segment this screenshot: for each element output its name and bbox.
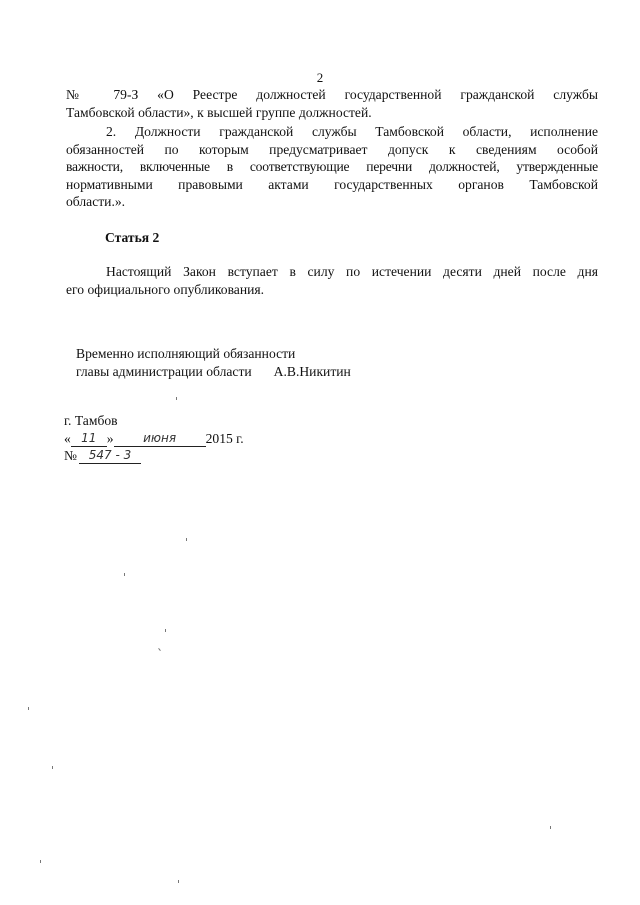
signing-date bbox=[64, 431, 244, 447]
text-line: области.». bbox=[66, 194, 126, 209]
scan-speck bbox=[124, 573, 125, 576]
text-line: 2. Должности гражданской службы Тамбовской области, исполнение bbox=[106, 124, 598, 139]
scan-speck bbox=[52, 766, 53, 769]
number-sign: № bbox=[64, 448, 77, 463]
text-line: важности, включенные в соответствующие перечни должностей, утвержденные bbox=[66, 159, 598, 174]
law-number: 547 - 3 bbox=[79, 448, 141, 464]
scan-speck bbox=[165, 629, 166, 632]
signature-block bbox=[76, 345, 351, 381]
registration-number bbox=[64, 448, 141, 464]
signatory-position-line-2 bbox=[76, 363, 351, 381]
text-line: Тамбовской области», к высшей группе должностей. bbox=[66, 104, 372, 120]
scan-speck bbox=[178, 880, 179, 883]
scan-speck bbox=[176, 397, 177, 400]
text-line: обязанностей по которым предусматривает допуск к сведениям особой bbox=[66, 141, 598, 157]
place-of-signing: г. Тамбов bbox=[64, 413, 118, 428]
date-day: 11 bbox=[71, 431, 107, 447]
scan-speck bbox=[550, 826, 551, 829]
date-close-quote: » bbox=[106, 431, 114, 446]
article-2-heading: Статья 2 bbox=[105, 230, 160, 245]
text-line: нормативными правовыми актами государственных органов Тамбовской bbox=[66, 176, 598, 192]
text-line: Настоящий Закон вступает в силу по истечении десяти дней после дня bbox=[106, 264, 598, 279]
date-year: 2015 г. bbox=[205, 431, 244, 446]
text-line: его официального опубликования. bbox=[66, 281, 265, 297]
paragraph-item-2 bbox=[66, 123, 598, 211]
signatory-position-text: главы администрации области bbox=[76, 364, 252, 379]
paragraph-reestr-reference bbox=[66, 86, 598, 121]
signatory-position-line-1: Временно исполняющий обязанности bbox=[76, 346, 296, 361]
scan-speck bbox=[158, 648, 161, 651]
scan-speck bbox=[40, 860, 41, 863]
text-line: № 79-З «О Реестре должностей государственной гражданской службы bbox=[66, 87, 598, 102]
scan-speck bbox=[186, 538, 187, 541]
date-open-quote: « bbox=[64, 431, 71, 446]
date-month: июня bbox=[114, 431, 206, 447]
signatory-name: А.В.Никитин bbox=[273, 364, 351, 379]
article-2-text bbox=[66, 263, 598, 298]
scan-speck bbox=[28, 707, 29, 710]
page-number: 2 bbox=[316, 70, 324, 85]
